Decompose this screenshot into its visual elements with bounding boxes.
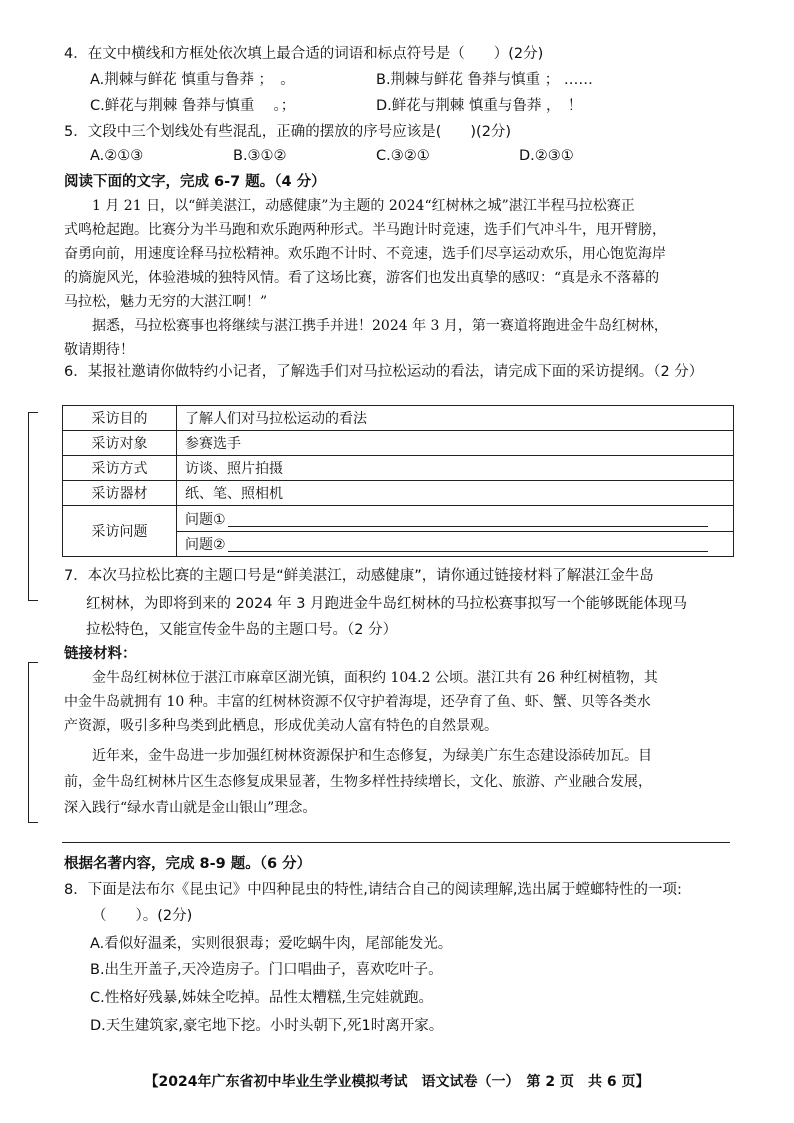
q8-option-a: A.看似好温柔，实则很狠毒；爱吃蜗牛肉，尾部能发光。 xyxy=(90,936,453,952)
row-value: 访谈、照片拍摄 xyxy=(177,456,734,481)
row-label: 采访目的 xyxy=(63,406,177,431)
q8-option-c: C.性格好残暴,姊妹全吃掉。品性太糟糕,生完娃就跑。 xyxy=(90,990,433,1006)
row-value: 纸、笔、照相机 xyxy=(177,481,734,506)
q8-stem-answer: （ ）。(2分) xyxy=(92,908,193,924)
row-label: 采访对象 xyxy=(63,431,177,456)
question-line xyxy=(185,507,725,531)
binding-line-bottom xyxy=(28,662,29,822)
table-row xyxy=(63,431,734,456)
question-line xyxy=(177,531,733,556)
reading67-para2-line: 据悉，马拉松赛事也将继续与湛江携手并进！2024 年 3 月，第一赛道将跑进金牛岛红树林， xyxy=(92,318,668,334)
reading67-para1-line: 奋勇向前，用速度诠释马拉松精神。欢乐跑不计时、不竞速，选手们尽享运动欢乐，用心饱览海岸 xyxy=(64,246,666,262)
section-divider xyxy=(62,842,730,843)
question-1-answer-blank[interactable] xyxy=(228,510,708,527)
binding-tick xyxy=(28,822,38,823)
q8-option-b: B.出生开盖子,天冷造房子。门口唱曲子，喜欢吃叶子。 xyxy=(90,962,443,978)
q8-stem: 8．下面是法布尔《昆虫记》中四种昆虫的特性,请结合自己的阅读理解,选出属于螳螂特性的一项: xyxy=(64,882,682,898)
table-row xyxy=(63,406,734,431)
section89-heading: 根据名著内容，完成 8-9 题。（6 分） xyxy=(64,856,312,872)
q7-line: 7．本次马拉松比赛的主题口号是“鲜美湛江，动感健康”，请你通过链接材料了解湛江金牛岛 xyxy=(64,568,654,584)
row-label: 采访方式 xyxy=(63,456,177,481)
q5-option-d: D.②③① xyxy=(519,148,574,164)
binding-tick xyxy=(28,600,38,601)
reading67-para2-line: 敬请期待！ xyxy=(64,342,134,358)
q5-option-b: B.③①② xyxy=(233,148,287,164)
table-row xyxy=(63,481,734,506)
question-2-answer-blank[interactable] xyxy=(228,535,708,552)
reading67-para1-line: 的旖旎风光，体验港城的独特风情。看了这场比赛，游客们也发出真挚的感叹：“真是永不落幕的 xyxy=(64,270,660,286)
table-row xyxy=(63,506,734,557)
row-value: 了解人们对马拉松运动的看法 xyxy=(177,406,734,431)
material2-line: 近年来，金牛岛进一步加强红树林资源保护和生态修复，为绿美广东生态建设添砖加瓦。目 xyxy=(92,748,652,764)
q4-option-c: C.鲜花与荆棘 鲁莽与慎重 。； xyxy=(90,98,296,114)
material-heading: 链接材料： xyxy=(64,646,137,662)
reading67-para1-line: 马拉松，魅力无穷的大湛江啊！” xyxy=(64,294,268,310)
question-1-label: 问题① xyxy=(185,511,226,528)
interview-outline-table xyxy=(62,405,734,557)
reading67-para1-line: 式鸣枪起跑。比赛分为半马跑和欢乐跑两种形式。半马跑计时竞速，选手们气冲斗牛，甩开臂膀， xyxy=(64,222,666,238)
reading67-heading: 阅读下面的文字，完成 6-7 题。（4 分） xyxy=(64,174,326,190)
row-label: 采访问题 xyxy=(63,506,177,557)
row-value: 参赛选手 xyxy=(177,431,734,456)
q7-line: 红树林，为即将到来的 2024 年 3 月跑进金牛岛红树林的马拉松赛事拟写一个能够既能体现马 xyxy=(86,596,688,612)
table-row xyxy=(63,456,734,481)
q4-option-a: A.荆棘与鲜花 慎重与鲁莽 ； 。 xyxy=(90,72,295,88)
material1-line: 金牛岛红树林位于湛江市麻章区湖光镇，面积约 104.2 公顷。湛江共有 26 种红树植物，其 xyxy=(92,670,658,686)
page-footer: 【2024年广东省初中毕业生学业模拟考试 语文试卷（一） 第 2 页 共 6 页】 xyxy=(144,1074,650,1090)
q7-line: 拉松特色，又能宣传金牛岛的主题口号。（2 分） xyxy=(86,622,398,638)
q5-option-a: A.②①③ xyxy=(90,148,144,164)
q4-stem: 4．在文中横线和方框处依次填上最合适的词语和标点符号是（ ）(2分) xyxy=(64,46,544,62)
material1-line: 中金牛岛就拥有 10 种。丰富的红树林资源不仅守护着海堤，还孕育了鱼、虾、蟹、贝等各类水 xyxy=(64,694,651,710)
q4-option-d: D.鲜花与荆棘 慎重与鲁莽 ， ！ xyxy=(376,98,583,114)
q5-option-c: C.③②① xyxy=(376,148,430,164)
question-cell xyxy=(177,506,734,557)
material2-line: 前，金牛岛红树林片区生态修复成果显著，生物多样性持续增长，文化、旅游、产业融合发展， xyxy=(64,774,652,790)
reading67-para1-line: 1 月 21 日，以“鲜美湛江，动感健康”为主题的 2024“红树林之城”湛江半程马拉松赛正 xyxy=(92,198,635,214)
material1-line: 产资源，吸引多种鸟类到此栖息，形成优美动人富有特色的自然景观。 xyxy=(64,718,498,734)
row-label: 采访器材 xyxy=(63,481,177,506)
q5-stem: 5．文段中三个划线处有些混乱，正确的摆放的序号应该是( )(2分) xyxy=(64,124,512,140)
q8-option-d: D.天生建筑家,豪宅地下挖。小时头朝下,死1时离开家。 xyxy=(90,1018,444,1034)
binding-tick xyxy=(28,412,38,413)
binding-line-top xyxy=(28,412,29,600)
material2-line: 深入践行“绿水青山就是金山银山”理念。 xyxy=(64,800,317,816)
question-2-label: 问题② xyxy=(185,536,226,553)
q6-stem: 6．某报社邀请你做特约小记者，了解选手们对马拉松运动的看法，请完成下面的采访提纲。（2 分） xyxy=(64,364,704,380)
q4-option-b: B.荆棘与鲜花 鲁莽与慎重 ； …… xyxy=(376,72,593,88)
binding-tick xyxy=(28,662,38,663)
